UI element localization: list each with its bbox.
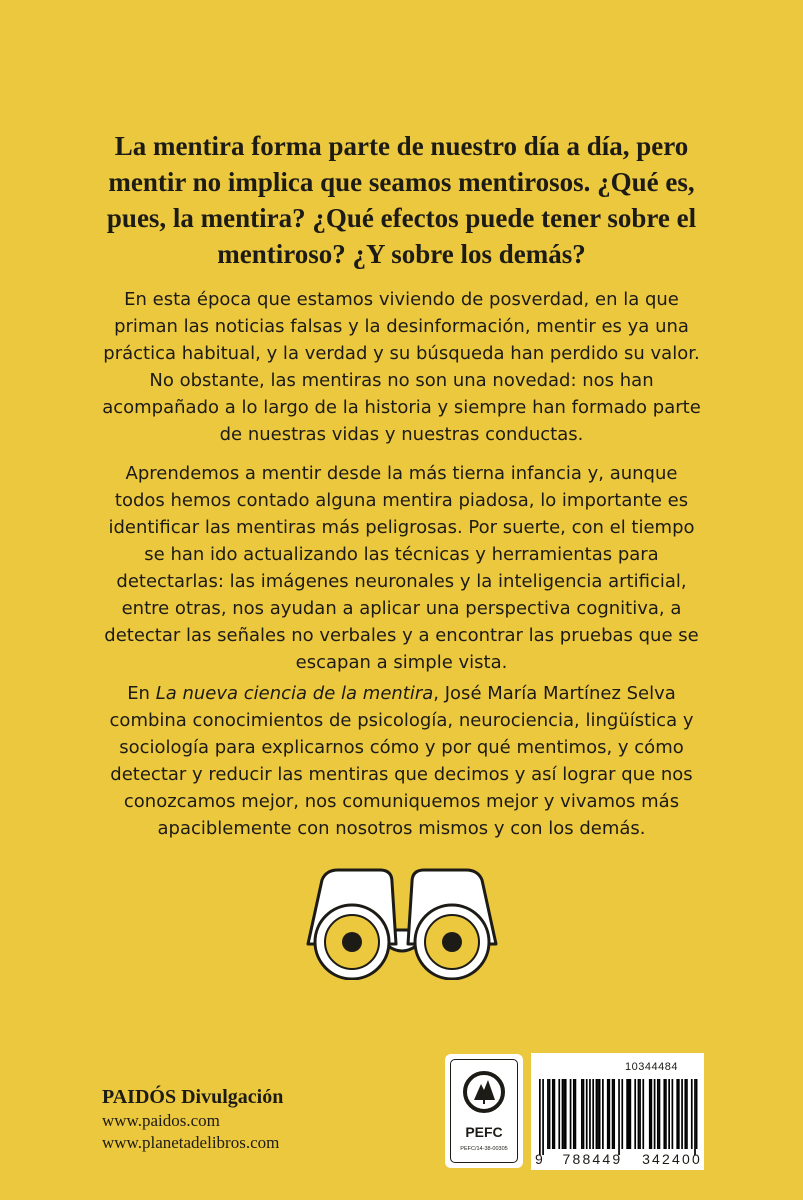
barcode-bar (684, 1079, 686, 1149)
barcode-digits (535, 1151, 702, 1167)
publisher-website-1: www.paidos.com (102, 1111, 220, 1130)
headline: La mentira forma parte de nuestro día a día, pero mentir no implica que seamos mentirosos. ¿Qué es, pues, la mentira? ¿Qué efectos puede tener sobre el mentiroso? ¿Y sobre los demás? (106, 131, 697, 269)
barcode-bar (657, 1079, 659, 1149)
barcode-bar (562, 1079, 564, 1149)
barcode-bar (642, 1079, 644, 1149)
publisher-block (102, 1084, 283, 1154)
barcode-bar (630, 1079, 632, 1149)
barcode-bar (597, 1079, 599, 1149)
pefc-label: PEFC (465, 1124, 503, 1140)
barcode-bar (634, 1079, 636, 1149)
barcode-bar (686, 1079, 688, 1149)
barcode-bar (596, 1079, 598, 1149)
barcode-bar (547, 1079, 549, 1149)
barcode-bar (602, 1079, 604, 1149)
barcode-bar (694, 1079, 696, 1155)
barcode-bar (583, 1079, 585, 1149)
barcode-bar (628, 1079, 630, 1149)
barcode-bar (638, 1079, 640, 1149)
barcode-bar (654, 1079, 656, 1149)
barcode-bar (618, 1079, 620, 1155)
barcode-bar (696, 1079, 698, 1149)
barcode-bar (542, 1079, 544, 1155)
barcode-bar (649, 1079, 651, 1149)
barcode-bar (665, 1079, 667, 1149)
barcode-first-digit: 9 (535, 1151, 543, 1167)
barcode-bar (549, 1079, 551, 1149)
barcode-bar (592, 1079, 594, 1149)
barcode-bar (663, 1079, 665, 1149)
barcode-bar (613, 1079, 615, 1149)
paragraph-3 (100, 680, 703, 842)
barcode-bar (581, 1079, 583, 1149)
barcode-bar (681, 1079, 683, 1149)
pefc-certification-badge (445, 1054, 523, 1168)
barcode-bar (608, 1079, 610, 1149)
barcode-bar (612, 1079, 614, 1149)
barcode-bar (554, 1079, 556, 1149)
paragraph-1: En esta época que estamos viviendo de posverdad, en la que priman las noticias falsas y la desinformación, mentir es ya una práctica habitual, y la verdad y su búsqueda han perdido su valor. No obstante, las mentiras no son una novedad: nos han acompañado a lo largo de la historia y siempre han formado parte de nuestras vidas y nuestras conductas. (102, 289, 701, 445)
binoculars-icon (300, 868, 504, 980)
publisher-website-2: www.planetadelibros.com (102, 1133, 280, 1152)
barcode-bar (678, 1079, 680, 1149)
barcode-bar (676, 1079, 678, 1149)
pefc-code: PEFC/14-38-00305 (460, 1146, 508, 1152)
paragraph-2: Aprendemos a mentir desde la más tierna infancia y, aunque todos hemos contado alguna mentira piadosa, lo importante es identificar las mentiras más peligrosas. Por suerte, con el tiempo se han ido actualizando las técnicas y herramientas para detectarlas: las imágenes neuronales y la inteligencia artificial, entre otras, nos ayudan a aplicar una perspectiva cognitiva, a detectar las señales no verbales y a encontrar las pruebas que se escapan a simple vista. (104, 463, 699, 673)
barcode-bar (651, 1079, 653, 1149)
barcode-bar (621, 1079, 623, 1149)
isbn-barcode-box (531, 1053, 704, 1170)
book-title: La nueva ciencia de la mentira (155, 683, 434, 704)
barcode-bar (672, 1079, 674, 1149)
barcode-bar (599, 1079, 601, 1149)
paragraph-3-lead: En (127, 683, 156, 704)
barcode-bar (626, 1079, 628, 1149)
barcode-bar (539, 1079, 541, 1155)
barcode-bar (552, 1079, 554, 1149)
pefc-tree-icon (451, 1060, 517, 1120)
barcode-bar (607, 1079, 609, 1149)
barcode-group-2: 342400 (642, 1151, 702, 1167)
barcode-bar (668, 1079, 670, 1149)
barcode-bar (573, 1079, 575, 1149)
barcode-bars (539, 1079, 699, 1155)
barcode-group-1: 788449 (562, 1151, 623, 1167)
paragraph-3-rest: , José María Martínez Selva combina conocimientos de psicología, neurociencia, lingüística y sociología para explicarnos cómo y por qué mentimos, y cómo detectar y reducir las mentiras que decimos y así lograr que nos conozcamos mejor, nos comuniquemos mejor y vivamos más apaciblemente con nosotros mismos y con los demás. (109, 683, 694, 839)
barcode-bar (691, 1079, 693, 1149)
product-code: 10344484 (625, 1061, 678, 1073)
barcode-bar (570, 1079, 572, 1149)
barcode-bar (589, 1079, 591, 1149)
barcode-bar (565, 1079, 567, 1149)
barcode-bar (558, 1079, 560, 1149)
barcode-bar (586, 1079, 588, 1149)
barcode-bar (659, 1079, 661, 1149)
barcode-bar (575, 1079, 577, 1149)
publisher-imprint: PAIDÓS Divulgación (102, 1086, 284, 1108)
barcode-bar (563, 1079, 565, 1149)
barcode-bar (639, 1079, 641, 1149)
